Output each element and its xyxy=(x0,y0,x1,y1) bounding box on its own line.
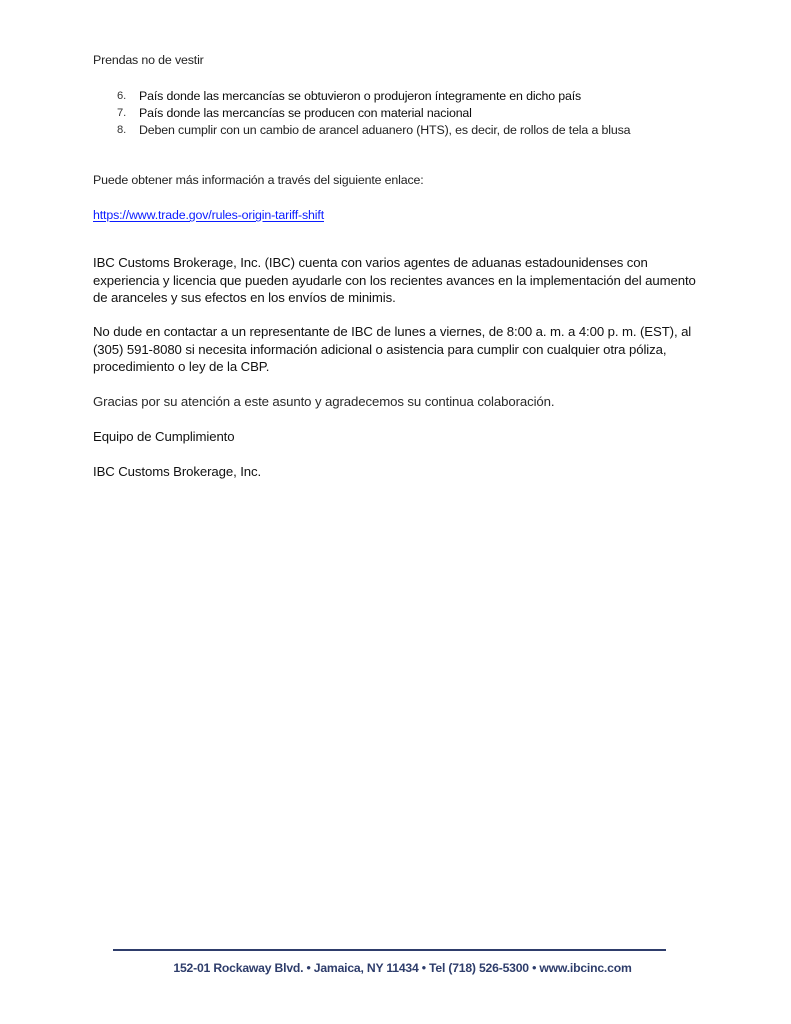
footer-website: www.ibcinc.com xyxy=(539,961,632,975)
list-item-number: 8. xyxy=(117,124,127,136)
footer-contact-line xyxy=(0,961,791,975)
signature-team: Equipo de Cumplimiento xyxy=(93,429,235,444)
footer-separator: • xyxy=(528,961,540,975)
paragraph-thanks: Gracias por su atención a este asunto y agradecemos su continua colaboración. xyxy=(93,394,555,409)
paragraph-contact-info: No dude en contactar a un representante de IBC de lunes a viernes, de 8:00 a. m. a 4:00 p. m. (EST), al (305) 591-8080 si necesita información adicional o asistencia para cumplir con cualquier otra póliza, procedimiento o ley de la CBP. xyxy=(93,324,692,374)
signature-company: IBC Customs Brokerage, Inc. xyxy=(93,464,262,479)
footer-city: Jamaica, NY 11434 xyxy=(313,961,419,975)
more-info-text: Puede obtener más información a través del siguiente enlace: xyxy=(93,173,424,187)
footer-separator: • xyxy=(418,961,430,975)
list-item-text: Deben cumplir con un cambio de arancel aduanero (HTS), es decir, de rollos de tela a blusa xyxy=(139,123,631,137)
list-item-number: 7. xyxy=(117,107,127,119)
trade-gov-link[interactable]: https://www.trade.gov/rules-origin-tariff-shift xyxy=(93,208,324,222)
list-item-number: 6. xyxy=(117,90,127,102)
list-item-text: País donde las mercancías se producen con material nacional xyxy=(139,106,472,120)
footer-address: 152-01 Rockaway Blvd. xyxy=(173,961,304,975)
paragraph-ibc-agents: IBC Customs Brokerage, Inc. (IBC) cuenta con varios agentes de aduanas estadounidenses con experiencia y licencia que pueden ayudarle con los recientes avances en la implementación del aumento de aranceles y sus efectos en los envíos de minimis. xyxy=(93,255,696,305)
section-heading: Prendas no de vestir xyxy=(93,53,204,67)
footer-separator: • xyxy=(303,961,314,975)
list-item-text: País donde las mercancías se obtuvieron o produjeron íntegramente en dicho país xyxy=(139,89,582,103)
footer-phone: Tel (718) 526-5300 xyxy=(429,961,529,975)
footer-divider xyxy=(113,949,666,951)
